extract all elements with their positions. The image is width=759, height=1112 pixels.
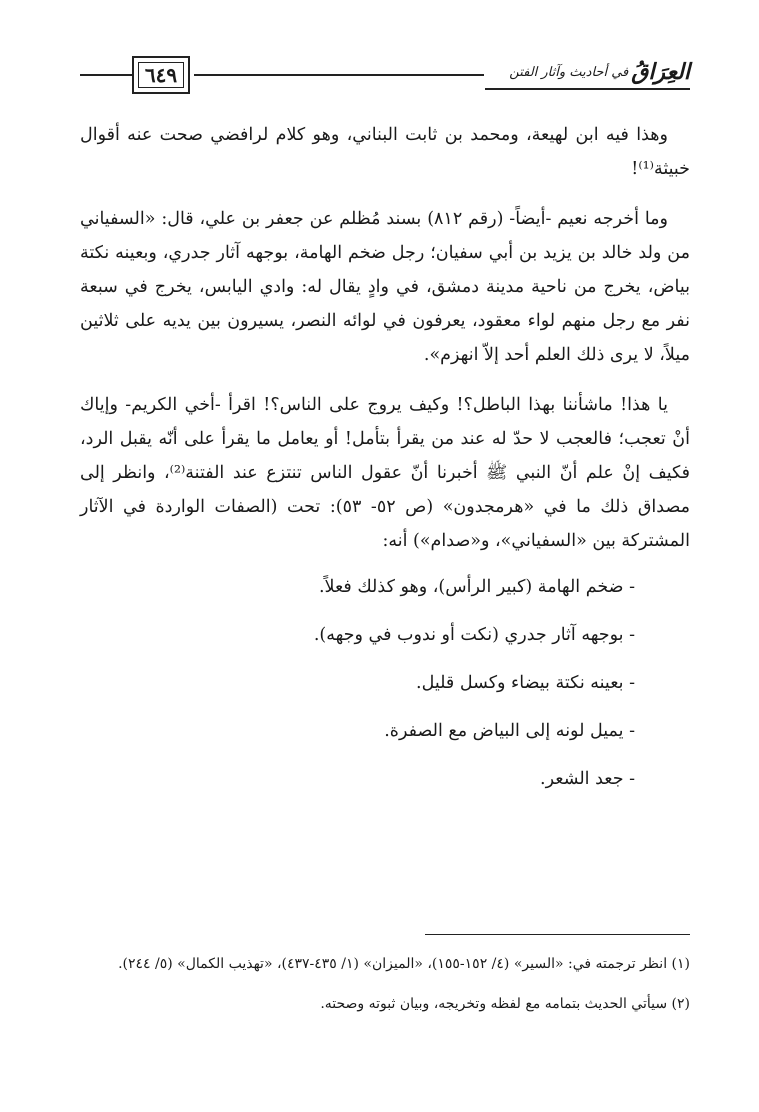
list-item: - بعينه نكتة بيضاء وكسل قليل. xyxy=(416,673,635,693)
paragraph: وهذا فيه ابن لهيعة، ومحمد بن ثابت البناني، وهو كلام لرافضي صحت عنه أقوال خبيثة⁽¹⁾! xyxy=(80,125,690,179)
footnote: (١) انظر ترجمته في: «السير» (٤/ ١٥٢-١٥٥)، «الميزان» (١/ ٤٣٥-٤٣٧)، «تهذيب الكمال» (٥/ ٢٤٤). xyxy=(118,956,690,972)
header-rule-middle xyxy=(194,74,484,76)
main-text xyxy=(80,118,690,814)
paragraph: يا هذا! ماشأننا بهذا الباطل؟! وكيف يروج على الناس؟! اقرأ -أخي الكريم- وإياك أنْ تعجب؛ فالعجب لا حدّ له عند من يقرأ بتأمل! أو يعامل ما يقرأ على أنّه يقبل الرد، فكيف إنْ علم أنّ النبي ﷺ أخبرنا أنّ عقول الناس تنتزع عند الفتنة⁽²⁾، وانظر إلى مصداق ذلك ما في «هرمجدون» (ص ٥٢- ٥٣): تحت (الصفات الواردة في الآثار المشتركة بين «السفياني»، و«صدام») أنه: xyxy=(80,395,691,551)
running-header xyxy=(80,52,690,100)
running-title-sub: في أحاديث وآثار الفتن xyxy=(509,64,629,80)
page-number: ٦٤٩ xyxy=(138,62,184,88)
list-item: - ضخم الهامة (كبير الرأس)، وهو كذلك فعلاً. xyxy=(318,577,635,597)
list-item: - جعد الشعر. xyxy=(540,769,635,789)
footnote-separator xyxy=(425,934,690,935)
list-item: - بوجهه آثار جدري (نكت أو ندوب في وجهه). xyxy=(313,625,635,645)
header-rule-left xyxy=(80,74,132,76)
running-title-main: العِرَاقُ xyxy=(631,59,690,85)
running-title xyxy=(485,52,690,92)
traits-list xyxy=(80,574,690,792)
footnotes xyxy=(80,950,690,1030)
page-number-box xyxy=(132,56,190,94)
footnote: (٢) سيأتي الحديث بتمامه مع لفظه وتخريجه، وبيان ثبوته وصحته. xyxy=(320,996,690,1012)
list-item: - يميل لونه إلى البياض مع الصفرة. xyxy=(384,721,635,741)
paragraph: وما أخرجه نعيم -أيضاً- (رقم ٨١٢) بسند مُظلم عن جعفر بن علي، قال: «السفياني من ولد خالد بن يزيد بن أبي سفيان؛ رجل ضخم الهامة، بوجهه آثار جدري، وبعينه نكتة بياض، يخرج من ناحية مدينة دمشق، في وادٍ يقال له: وادي اليابس، يخرج في سبعة نفر مع رجل منهم لواء معقود، يعرفون في لوائه النصر، يسيرون بين يديه على ثلاثين ميلاً، لا يرى ذلك العلم أحد إلاّ انهزم». xyxy=(80,209,690,365)
header-rule-under-title xyxy=(485,88,690,90)
